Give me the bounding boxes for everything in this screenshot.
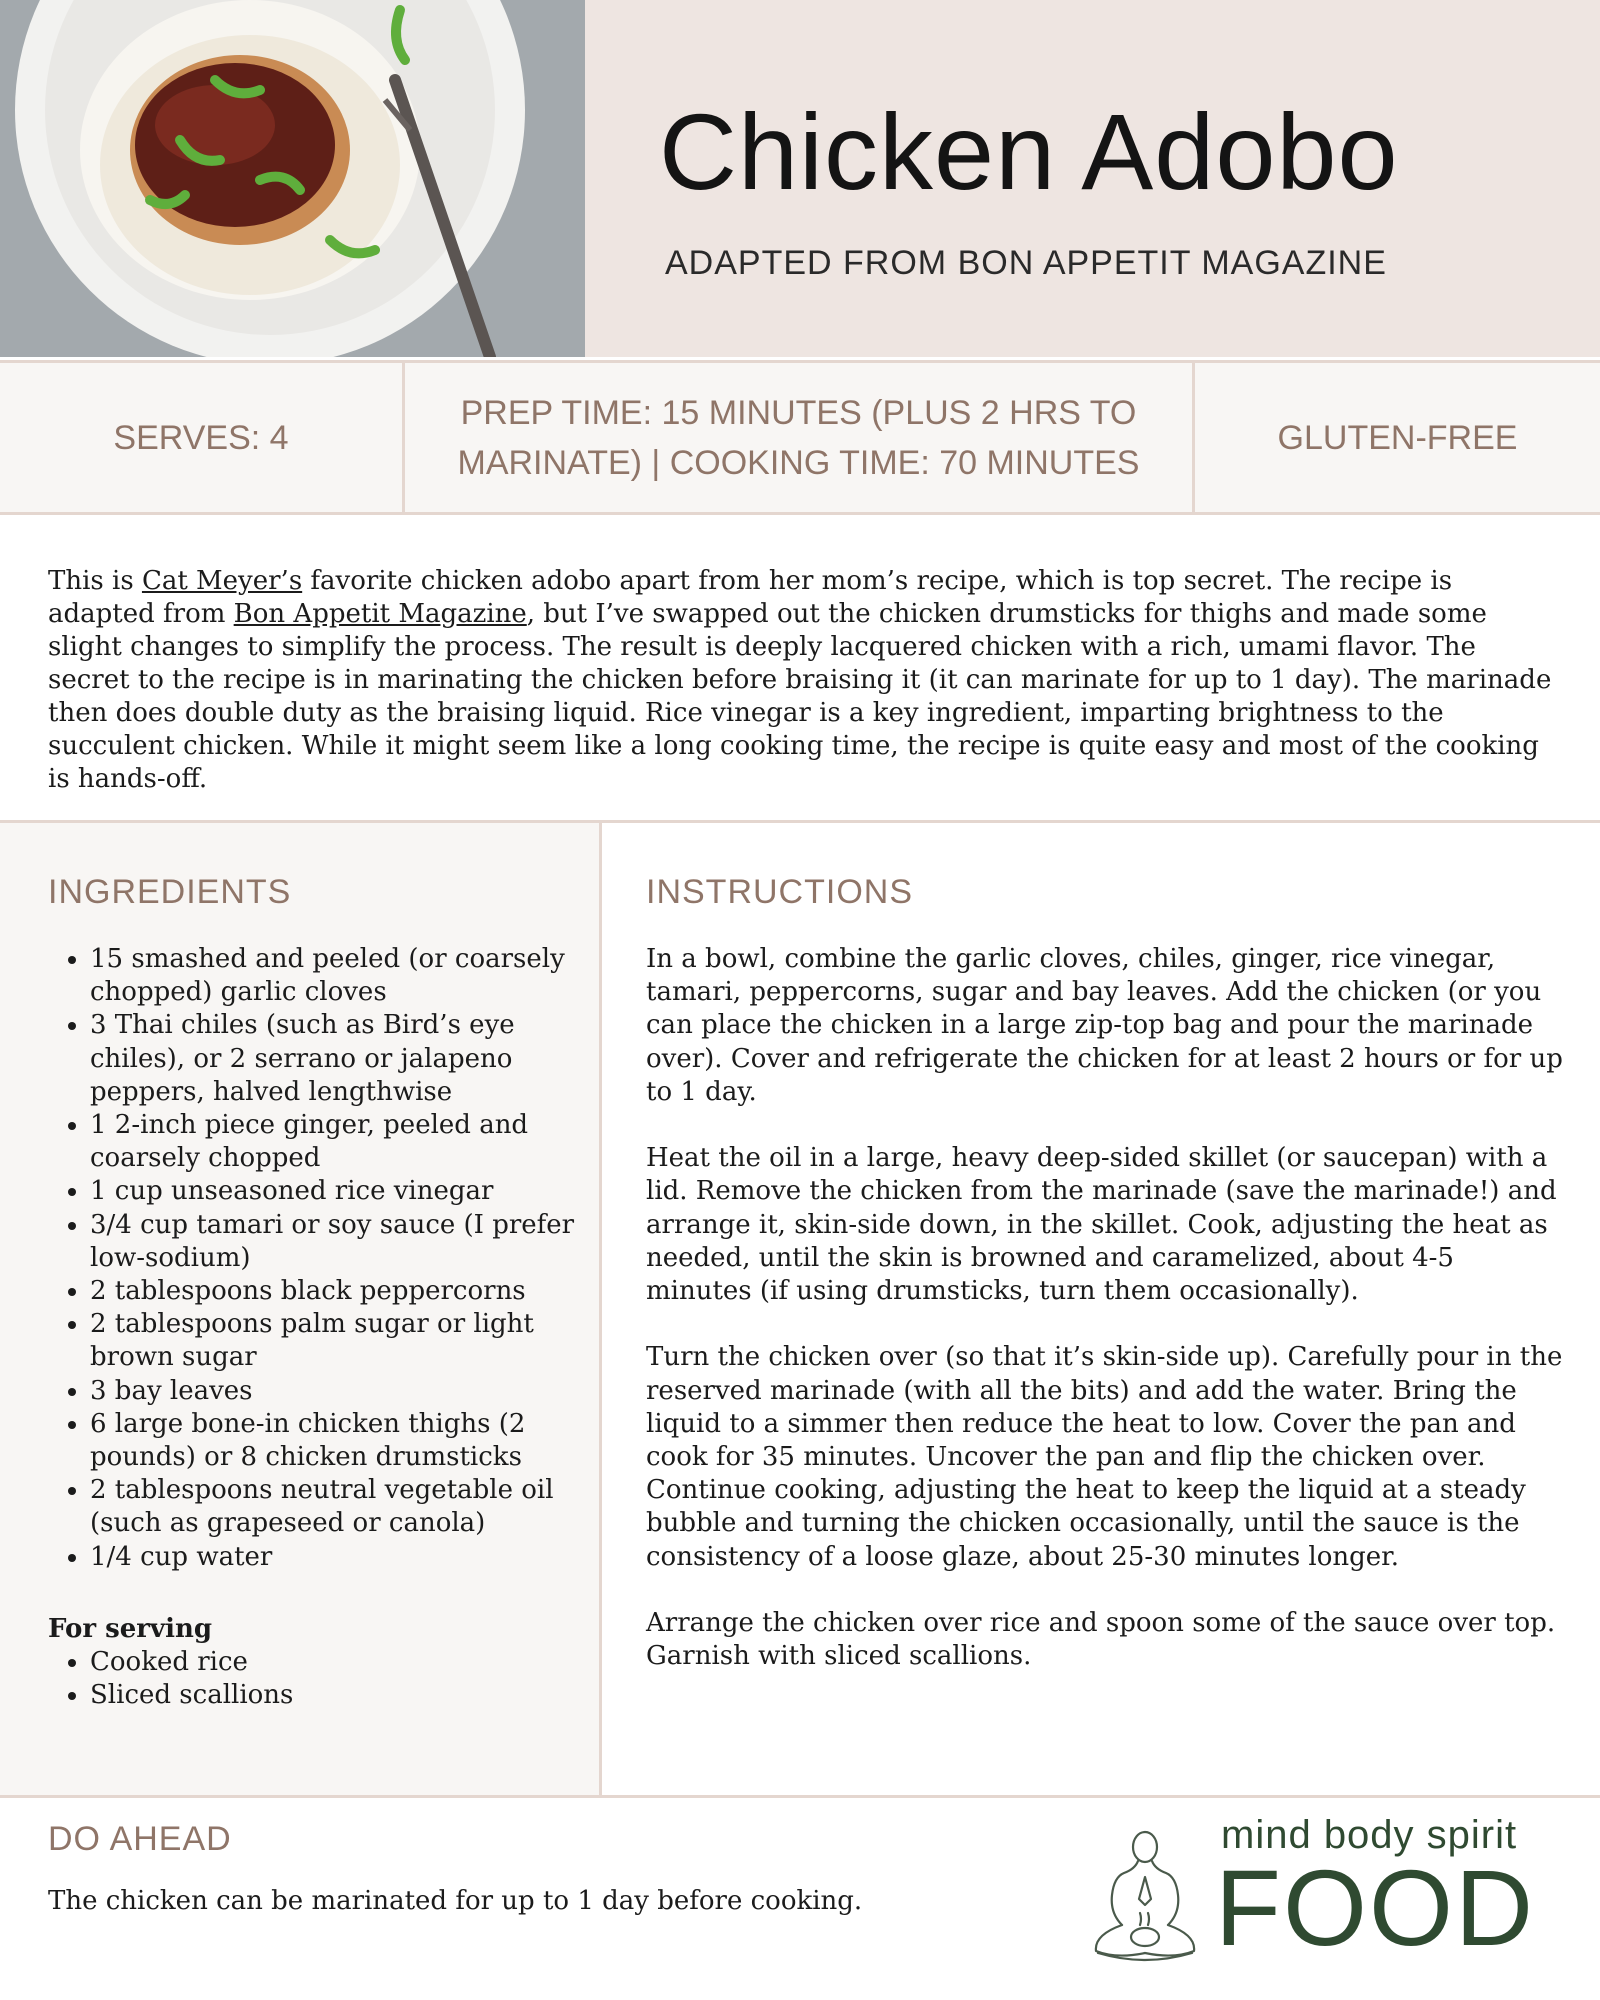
serving-heading: For serving	[48, 1614, 213, 1644]
instructions-column	[602, 823, 1600, 1795]
ingredients-heading: INGREDIENTS	[48, 873, 292, 911]
instructions-heading: INSTRUCTIONS	[646, 873, 913, 911]
instruction-step: Heat the oil in a large, heavy deep-sided skillet (or saucepan) with a lid. Remove the chicken from the marinade (save the marinade!) and arrange it, skin-side down, in the skillet. Cook, adjusting the heat as needed, until the skin is browned and caramelized, about 4-5 minutes (if using drumsticks, turn them occasionally).	[646, 1143, 1557, 1307]
ingredient-list	[48, 943, 610, 1574]
recipe-title: Chicken Adobo	[659, 91, 1399, 212]
instruction-step: Arrange the chicken over rice and spoon some of the sauce over top. Garnish with sliced scallions.	[646, 1608, 1556, 1672]
diet-info: GLUTEN-FREE	[1277, 418, 1518, 457]
bon-appetit-link[interactable]: Bon Appetit Magazine	[233, 599, 527, 629]
do-ahead-heading: DO AHEAD	[48, 1820, 232, 1858]
instruction-steps	[646, 943, 1566, 1707]
serving-item: • Cooked rice	[90, 1646, 610, 1679]
plated-chicken-photo	[0, 0, 585, 357]
brand-logo	[1090, 1805, 1550, 1985]
ingredient-item: • 3 bay leaves	[90, 1375, 610, 1408]
ingredient-item: • 2 tablespoons palm sugar or light brown sugar	[90, 1308, 610, 1374]
intro-text: favorite chicken adobo apart from her mom’s recipe, which is top secret. The recipe is adapted from	[48, 566, 1453, 629]
recipe-info-bar	[0, 360, 1600, 515]
serving-list	[48, 1646, 610, 1712]
ingredient-item: • 1 cup unseasoned rice vinegar	[90, 1175, 610, 1208]
recipe-intro	[48, 565, 1558, 796]
ingredient-item: • 15 smashed and peeled (or coarsely chopped) garlic cloves	[90, 943, 610, 1009]
intro-text: This is	[48, 566, 142, 596]
instruction-step: In a bowl, combine the garlic cloves, chiles, ginger, rice vinegar, tamari, peppercorns, sugar and bay leaves. Add the chicken (or you can place the chicken in a large zip-top bag and pour the marinade over). Cover and refrigerate the chicken for at least 2 hours or for up to 1 day.	[646, 944, 1563, 1107]
title-panel	[585, 0, 1600, 357]
ingredient-item: • 2 tablespoons black peppercorns	[90, 1275, 610, 1308]
ingredient-item: • 6 large bone-in chicken thighs (2 pounds) or 8 chicken drumsticks	[90, 1408, 610, 1474]
ingredient-item: • 1 2-inch piece ginger, peeled and coarsely chopped	[90, 1109, 610, 1175]
ingredients-column	[0, 823, 602, 1795]
cat-meyer-link[interactable]: Cat Meyer’s	[141, 566, 303, 596]
serves-info: SERVES: 4	[0, 363, 405, 512]
recipe-columns	[0, 820, 1600, 1798]
intro-text: , but I’ve swapped out the chicken drumsticks for thighs and made some slight changes to simplify the process. The result is deeply lacquered chicken with a rich, umami flavor. The secret to the recipe is in marinating the chicken before braising it (it can marinate for up to 1 day). The marinade then does double duty as the braising liquid. Rice vinegar is a key ingredient, imparting brightness to the succulent chicken. While it might seem like a long cooking time, the recipe is quite easy and most of the cooking is hands-off.	[48, 599, 1552, 794]
serving-item: • Sliced scallions	[90, 1679, 610, 1712]
brand-tagline: mind body spirit	[1221, 1813, 1518, 1857]
time-info: PREP TIME: 15 MINUTES (PLUS 2 HRS TO MARINATE) | COOKING TIME: 70 MINUTES	[405, 363, 1195, 512]
ingredient-item: • 2 tablespoons neutral vegetable oil (such as grapeseed or canola)	[90, 1474, 610, 1540]
brand-wordmark: FOOD	[1215, 1847, 1535, 1968]
ingredient-item: • 3 Thai chiles (such as Bird’s eye chiles), or 2 serrano or jalapeno peppers, halved lengthwise	[90, 1009, 610, 1109]
recipe-source: ADAPTED FROM BON APPETIT MAGAZINE	[665, 244, 1387, 282]
do-ahead-text: The chicken can be marinated for up to 1 day before cooking.	[48, 1886, 863, 1916]
recipe-photo	[0, 0, 585, 357]
ingredient-item: • 1/4 cup water	[90, 1541, 610, 1574]
ingredient-item: • 3/4 cup tamari or soy sauce (I prefer low-sodium)	[90, 1209, 610, 1275]
instruction-step: Turn the chicken over (so that it’s skin-side up). Carefully pour in the reserved marinade (with all the bits) and add the water. Bring the liquid to a simmer then reduce the heat to low. Cover the pan and cook for 35 minutes. Uncover the pan and flip the chicken over. Continue cooking, adjusting the heat to keep the liquid at a steady bubble and turning the chicken occasionally, until the sauce is the consistency of a loose glaze, about 25-30 minutes longer.	[646, 1342, 1563, 1572]
meditating-figure-icon	[1090, 1819, 1200, 1984]
